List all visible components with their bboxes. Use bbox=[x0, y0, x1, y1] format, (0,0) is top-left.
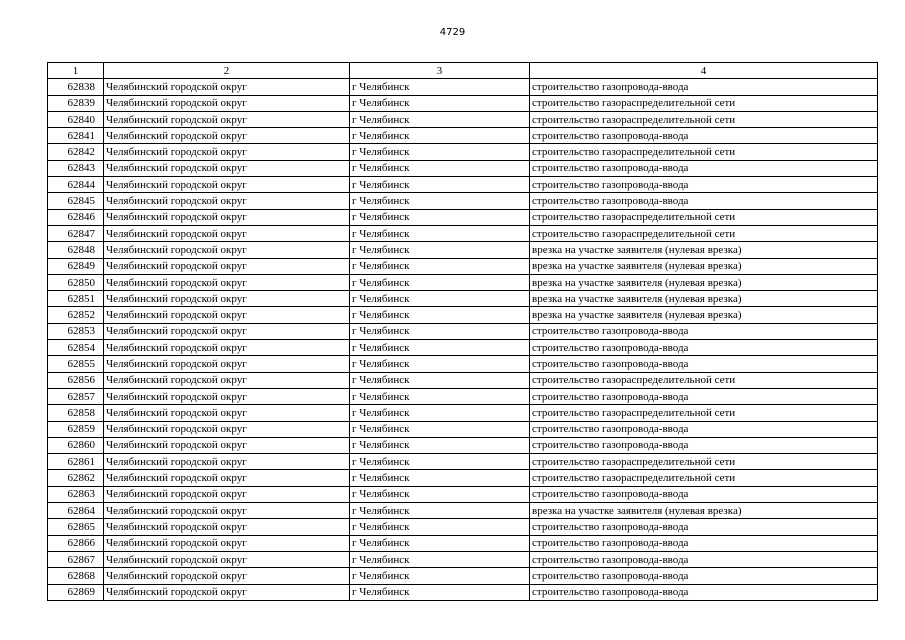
municipality-cell: Челябинский городской округ bbox=[104, 225, 350, 241]
registry-table bbox=[47, 62, 878, 601]
settlement-cell: г Челябинск bbox=[350, 258, 530, 274]
row-number-cell: 62844 bbox=[48, 177, 104, 193]
work-type-cell: строительство газораспределительной сети bbox=[530, 470, 878, 486]
row-number-cell: 62845 bbox=[48, 193, 104, 209]
table-row bbox=[48, 470, 878, 486]
municipality-cell: Челябинский городской округ bbox=[104, 193, 350, 209]
settlement-cell: г Челябинск bbox=[350, 242, 530, 258]
table-body bbox=[48, 79, 878, 601]
work-type-cell: строительство газопровода-ввода bbox=[530, 340, 878, 356]
municipality-cell: Челябинский городской округ bbox=[104, 372, 350, 388]
table-row bbox=[48, 405, 878, 421]
settlement-cell: г Челябинск bbox=[350, 584, 530, 600]
table-row bbox=[48, 225, 878, 241]
row-number-cell: 62855 bbox=[48, 356, 104, 372]
settlement-cell: г Челябинск bbox=[350, 372, 530, 388]
table-row bbox=[48, 307, 878, 323]
settlement-cell: г Челябинск bbox=[350, 519, 530, 535]
settlement-cell: г Челябинск bbox=[350, 128, 530, 144]
work-type-cell: строительство газопровода-ввода bbox=[530, 193, 878, 209]
work-type-cell: строительство газораспределительной сети bbox=[530, 111, 878, 127]
work-type-cell: строительство газораспределительной сети bbox=[530, 372, 878, 388]
municipality-cell: Челябинский городской округ bbox=[104, 454, 350, 470]
column-header-3: 3 bbox=[350, 63, 530, 79]
row-number-cell: 62839 bbox=[48, 95, 104, 111]
work-type-cell: строительство газораспределительной сети bbox=[530, 454, 878, 470]
row-number-cell: 62868 bbox=[48, 568, 104, 584]
work-type-cell: строительство газопровода-ввода bbox=[530, 584, 878, 600]
row-number-cell: 62842 bbox=[48, 144, 104, 160]
settlement-cell: г Челябинск bbox=[350, 405, 530, 421]
row-number-cell: 62843 bbox=[48, 160, 104, 176]
work-type-cell: врезка на участке заявителя (нулевая врезка) bbox=[530, 242, 878, 258]
settlement-cell: г Челябинск bbox=[350, 551, 530, 567]
table-row bbox=[48, 258, 878, 274]
municipality-cell: Челябинский городской округ bbox=[104, 584, 350, 600]
work-type-cell: строительство газораспределительной сети bbox=[530, 405, 878, 421]
row-number-cell: 62861 bbox=[48, 454, 104, 470]
row-number-cell: 62869 bbox=[48, 584, 104, 600]
work-type-cell: строительство газопровода-ввода bbox=[530, 535, 878, 551]
row-number-cell: 62850 bbox=[48, 274, 104, 290]
row-number-cell: 62859 bbox=[48, 421, 104, 437]
work-type-cell: строительство газораспределительной сети bbox=[530, 209, 878, 225]
work-type-cell: врезка на участке заявителя (нулевая врезка) bbox=[530, 274, 878, 290]
work-type-cell: врезка на участке заявителя (нулевая врезка) bbox=[530, 307, 878, 323]
row-number-cell: 62867 bbox=[48, 551, 104, 567]
row-number-cell: 62864 bbox=[48, 503, 104, 519]
row-number-cell: 62847 bbox=[48, 225, 104, 241]
row-number-cell: 62841 bbox=[48, 128, 104, 144]
municipality-cell: Челябинский городской округ bbox=[104, 340, 350, 356]
municipality-cell: Челябинский городской округ bbox=[104, 568, 350, 584]
work-type-cell: строительство газопровода-ввода bbox=[530, 437, 878, 453]
municipality-cell: Челябинский городской округ bbox=[104, 307, 350, 323]
table-row bbox=[48, 144, 878, 160]
settlement-cell: г Челябинск bbox=[350, 340, 530, 356]
table-row bbox=[48, 177, 878, 193]
work-type-cell: строительство газопровода-ввода bbox=[530, 128, 878, 144]
work-type-cell: врезка на участке заявителя (нулевая врезка) bbox=[530, 291, 878, 307]
work-type-cell: строительство газопровода-ввода bbox=[530, 79, 878, 95]
header-row bbox=[48, 63, 878, 79]
settlement-cell: г Челябинск bbox=[350, 193, 530, 209]
settlement-cell: г Челябинск bbox=[350, 144, 530, 160]
municipality-cell: Челябинский городской округ bbox=[104, 470, 350, 486]
table-row bbox=[48, 95, 878, 111]
row-number-cell: 62856 bbox=[48, 372, 104, 388]
row-number-cell: 62862 bbox=[48, 470, 104, 486]
work-type-cell: строительство газораспределительной сети bbox=[530, 95, 878, 111]
table-row bbox=[48, 209, 878, 225]
row-number-cell: 62865 bbox=[48, 519, 104, 535]
municipality-cell: Челябинский городской округ bbox=[104, 177, 350, 193]
municipality-cell: Челябинский городской округ bbox=[104, 128, 350, 144]
work-type-cell: строительство газопровода-ввода bbox=[530, 551, 878, 567]
table-row bbox=[48, 437, 878, 453]
work-type-cell: строительство газопровода-ввода bbox=[530, 568, 878, 584]
municipality-cell: Челябинский городской округ bbox=[104, 79, 350, 95]
table-row bbox=[48, 519, 878, 535]
table-row bbox=[48, 323, 878, 339]
settlement-cell: г Челябинск bbox=[350, 454, 530, 470]
settlement-cell: г Челябинск bbox=[350, 111, 530, 127]
settlement-cell: г Челябинск bbox=[350, 486, 530, 502]
table-row bbox=[48, 584, 878, 600]
work-type-cell: строительство газопровода-ввода bbox=[530, 486, 878, 502]
settlement-cell: г Челябинск bbox=[350, 225, 530, 241]
municipality-cell: Челябинский городской округ bbox=[104, 551, 350, 567]
settlement-cell: г Челябинск bbox=[350, 79, 530, 95]
settlement-cell: г Челябинск bbox=[350, 177, 530, 193]
settlement-cell: г Челябинск bbox=[350, 470, 530, 486]
table-row bbox=[48, 503, 878, 519]
work-type-cell: врезка на участке заявителя (нулевая врезка) bbox=[530, 258, 878, 274]
municipality-cell: Челябинский городской округ bbox=[104, 144, 350, 160]
municipality-cell: Челябинский городской округ bbox=[104, 242, 350, 258]
table-row bbox=[48, 568, 878, 584]
settlement-cell: г Челябинск bbox=[350, 356, 530, 372]
table-row bbox=[48, 372, 878, 388]
row-number-cell: 62838 bbox=[48, 79, 104, 95]
row-number-cell: 62858 bbox=[48, 405, 104, 421]
municipality-cell: Челябинский городской округ bbox=[104, 356, 350, 372]
table-row bbox=[48, 274, 878, 290]
settlement-cell: г Челябинск bbox=[350, 209, 530, 225]
settlement-cell: г Челябинск bbox=[350, 323, 530, 339]
work-type-cell: строительство газораспределительной сети bbox=[530, 225, 878, 241]
work-type-cell: строительство газопровода-ввода bbox=[530, 356, 878, 372]
column-header-2: 2 bbox=[104, 63, 350, 79]
municipality-cell: Челябинский городской округ bbox=[104, 111, 350, 127]
municipality-cell: Челябинский городской округ bbox=[104, 503, 350, 519]
table-row bbox=[48, 291, 878, 307]
table-row bbox=[48, 242, 878, 258]
municipality-cell: Челябинский городской округ bbox=[104, 258, 350, 274]
row-number-cell: 62849 bbox=[48, 258, 104, 274]
table-row bbox=[48, 551, 878, 567]
settlement-cell: г Челябинск bbox=[350, 437, 530, 453]
settlement-cell: г Челябинск bbox=[350, 568, 530, 584]
municipality-cell: Челябинский городской округ bbox=[104, 519, 350, 535]
table-row bbox=[48, 340, 878, 356]
municipality-cell: Челябинский городской округ bbox=[104, 209, 350, 225]
row-number-cell: 62866 bbox=[48, 535, 104, 551]
work-type-cell: строительство газопровода-ввода bbox=[530, 160, 878, 176]
row-number-cell: 62853 bbox=[48, 323, 104, 339]
municipality-cell: Челябинский городской округ bbox=[104, 95, 350, 111]
column-header-1: 1 bbox=[48, 63, 104, 79]
row-number-cell: 62863 bbox=[48, 486, 104, 502]
settlement-cell: г Челябинск bbox=[350, 503, 530, 519]
table-header bbox=[48, 63, 878, 79]
table-row bbox=[48, 535, 878, 551]
table-row bbox=[48, 486, 878, 502]
work-type-cell: строительство газопровода-ввода bbox=[530, 388, 878, 404]
settlement-cell: г Челябинск bbox=[350, 291, 530, 307]
municipality-cell: Челябинский городской округ bbox=[104, 274, 350, 290]
page-number: 4729 bbox=[439, 27, 466, 38]
settlement-cell: г Челябинск bbox=[350, 535, 530, 551]
table-row bbox=[48, 421, 878, 437]
row-number-cell: 62846 bbox=[48, 209, 104, 225]
table-row bbox=[48, 160, 878, 176]
table-row bbox=[48, 193, 878, 209]
table-row bbox=[48, 454, 878, 470]
work-type-cell: строительство газораспределительной сети bbox=[530, 144, 878, 160]
municipality-cell: Челябинский городской округ bbox=[104, 486, 350, 502]
municipality-cell: Челябинский городской округ bbox=[104, 323, 350, 339]
work-type-cell: строительство газопровода-ввода bbox=[530, 323, 878, 339]
work-type-cell: врезка на участке заявителя (нулевая врезка) bbox=[530, 503, 878, 519]
table-row bbox=[48, 111, 878, 127]
municipality-cell: Челябинский городской округ bbox=[104, 421, 350, 437]
row-number-cell: 62857 bbox=[48, 388, 104, 404]
settlement-cell: г Челябинск bbox=[350, 421, 530, 437]
municipality-cell: Челябинский городской округ bbox=[104, 291, 350, 307]
settlement-cell: г Челябинск bbox=[350, 388, 530, 404]
table-row bbox=[48, 356, 878, 372]
settlement-cell: г Челябинск bbox=[350, 95, 530, 111]
row-number-cell: 62860 bbox=[48, 437, 104, 453]
municipality-cell: Челябинский городской округ bbox=[104, 535, 350, 551]
row-number-cell: 62852 bbox=[48, 307, 104, 323]
row-number-cell: 62854 bbox=[48, 340, 104, 356]
municipality-cell: Челябинский городской округ bbox=[104, 405, 350, 421]
row-number-cell: 62851 bbox=[48, 291, 104, 307]
table-row bbox=[48, 79, 878, 95]
work-type-cell: строительство газопровода-ввода bbox=[530, 421, 878, 437]
work-type-cell: строительство газопровода-ввода bbox=[530, 519, 878, 535]
municipality-cell: Челябинский городской округ bbox=[104, 160, 350, 176]
settlement-cell: г Челябинск bbox=[350, 160, 530, 176]
row-number-cell: 62840 bbox=[48, 111, 104, 127]
work-type-cell: строительство газопровода-ввода bbox=[530, 177, 878, 193]
table-row bbox=[48, 388, 878, 404]
municipality-cell: Челябинский городской округ bbox=[104, 388, 350, 404]
column-header-4: 4 bbox=[530, 63, 878, 79]
settlement-cell: г Челябинск bbox=[350, 274, 530, 290]
table-row bbox=[48, 128, 878, 144]
row-number-cell: 62848 bbox=[48, 242, 104, 258]
municipality-cell: Челябинский городской округ bbox=[104, 437, 350, 453]
settlement-cell: г Челябинск bbox=[350, 307, 530, 323]
